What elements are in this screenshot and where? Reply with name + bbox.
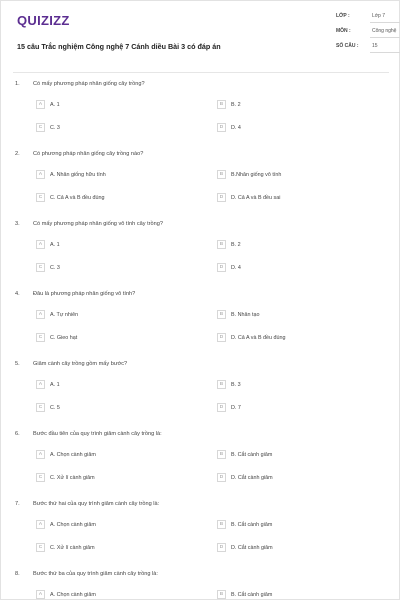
option-text: D. 4 — [231, 124, 241, 131]
option-letter-box[interactable]: A — [36, 590, 45, 599]
option-text: B. Cắt cành giâm — [231, 451, 273, 458]
question-number: 7. — [15, 501, 20, 507]
option-text: D. 7 — [231, 404, 241, 411]
answer-option-d[interactable] — [217, 543, 387, 553]
answer-option-c[interactable] — [36, 123, 206, 133]
option-letter-box[interactable]: D — [217, 543, 226, 552]
header-divider — [13, 72, 389, 73]
answer-option-a[interactable] — [36, 170, 206, 180]
option-letter-box[interactable]: A — [36, 450, 45, 459]
option-text: C. 3 — [50, 264, 60, 271]
answer-option-b[interactable] — [217, 100, 387, 110]
option-text: A. Chọn cành giâm — [50, 521, 96, 528]
option-text: A. 1 — [50, 101, 60, 108]
answer-option-a[interactable] — [36, 240, 206, 250]
meta-label: MÔN : — [336, 28, 351, 34]
question-text: Bước thứ hai của quy trình giâm cành cây trồng là: — [33, 501, 160, 507]
answer-option-c[interactable] — [36, 403, 206, 413]
quizizz-logo[interactable]: QUIZIZZ — [17, 13, 70, 28]
option-text: B. Cắt cành giâm — [231, 591, 273, 598]
option-text: B.Nhân giống vô tính — [231, 171, 282, 178]
option-text: A. Chọn cành giâm — [50, 451, 96, 458]
answer-option-c[interactable] — [36, 263, 206, 273]
option-letter-box[interactable]: A — [36, 240, 45, 249]
question-text: Bước đầu tiên của quy trình giâm cành cây trồng là: — [33, 431, 162, 437]
answer-option-c[interactable] — [36, 473, 206, 483]
option-text: C. Xử lí cành giâm — [50, 544, 95, 551]
answer-option-a[interactable] — [36, 590, 206, 600]
meta-underline — [370, 37, 400, 38]
option-letter-box[interactable]: D — [217, 123, 226, 132]
option-letter-box[interactable]: C — [36, 473, 45, 482]
option-text: D. Cắt cành giâm — [231, 544, 273, 551]
answer-option-d[interactable] — [217, 333, 387, 343]
meta-row-class — [318, 11, 400, 25]
answer-option-b[interactable] — [217, 240, 387, 250]
answer-option-b[interactable] — [217, 310, 387, 320]
meta-panel — [318, 9, 400, 67]
worksheet-header — [17, 9, 397, 67]
answer-option-a[interactable] — [36, 380, 206, 390]
answer-option-d[interactable] — [217, 263, 387, 273]
option-letter-box[interactable]: B — [217, 240, 226, 249]
question-text: Bước thứ ba của quy trình giâm cành cây trồng là: — [33, 571, 158, 577]
meta-value: 15 — [372, 43, 378, 49]
option-text: B. 2 — [231, 101, 241, 108]
option-text: D. Cả A và B đều đúng — [231, 334, 286, 341]
question-number: 6. — [15, 431, 20, 437]
option-text: B. Cắt cành giâm — [231, 521, 273, 528]
answer-option-b[interactable] — [217, 170, 387, 180]
option-letter-box[interactable]: A — [36, 100, 45, 109]
answer-option-b[interactable] — [217, 380, 387, 390]
option-text: B. Nhân tạo — [231, 311, 260, 318]
question-text: Có phương pháp nhân giống cây trồng nào? — [33, 151, 144, 157]
meta-value: Công nghệ — [372, 28, 397, 34]
option-letter-box[interactable]: A — [36, 310, 45, 319]
option-text: B. 3 — [231, 381, 241, 388]
meta-underline — [370, 52, 400, 53]
option-letter-box[interactable]: D — [217, 473, 226, 482]
meta-row-subject — [318, 26, 400, 40]
option-text: A. 1 — [50, 241, 60, 248]
option-text: C. Cả A và B đều đúng — [50, 194, 105, 201]
option-letter-box[interactable]: B — [217, 380, 226, 389]
answer-option-d[interactable] — [217, 123, 387, 133]
option-text: C. 5 — [50, 404, 60, 411]
answer-option-a[interactable] — [36, 450, 206, 460]
option-text: B. 2 — [231, 241, 241, 248]
meta-row-count — [318, 41, 400, 55]
option-text: C. Gieo hạt — [50, 334, 78, 341]
option-letter-box[interactable]: C — [36, 333, 45, 342]
answer-option-c[interactable] — [36, 193, 206, 203]
page-title: 15 câu Trắc nghiệm Công nghệ 7 Cánh diều Bài 3 có đáp án — [17, 42, 221, 51]
question-number: 2. — [15, 151, 20, 157]
option-letter-box[interactable]: D — [217, 403, 226, 412]
question-number: 1. — [15, 81, 20, 87]
answer-option-a[interactable] — [36, 310, 206, 320]
option-letter-box[interactable]: B — [217, 590, 226, 599]
option-letter-box[interactable]: C — [36, 123, 45, 132]
option-letter-box[interactable]: A — [36, 520, 45, 529]
answer-option-d[interactable] — [217, 193, 387, 203]
option-letter-box[interactable]: D — [217, 263, 226, 272]
answer-option-a[interactable] — [36, 100, 206, 110]
option-text: D. Cả A và B đều sai — [231, 194, 281, 201]
option-text: A. Chọn cành giâm — [50, 591, 96, 598]
meta-label: LỚP : — [336, 13, 350, 19]
question-text: Đâu là phương pháp nhân giống vô tính? — [33, 291, 136, 297]
answer-option-d[interactable] — [217, 473, 387, 483]
option-text: C. 3 — [50, 124, 60, 131]
option-text: A. Tự nhiên — [50, 311, 79, 318]
option-letter-box[interactable]: B — [217, 310, 226, 319]
option-text: A. 1 — [50, 381, 60, 388]
question-number: 8. — [15, 571, 20, 577]
meta-value: Lớp 7 — [372, 13, 386, 19]
answer-option-d[interactable] — [217, 403, 387, 413]
option-letter-box[interactable]: D — [217, 193, 226, 202]
option-letter-box[interactable]: D — [217, 333, 226, 342]
option-text: D. 4 — [231, 264, 241, 271]
option-letter-box[interactable]: B — [217, 520, 226, 529]
option-letter-box[interactable]: A — [36, 170, 45, 179]
question-number: 3. — [15, 221, 20, 227]
option-letter-box[interactable]: B — [217, 450, 226, 459]
option-text: C. Xử lí cành giâm — [50, 474, 95, 481]
question-text: Có mấy phương pháp nhân giống cây trồng? — [33, 81, 145, 87]
question-text: Giâm cành cây trồng gồm mấy bước? — [33, 361, 128, 367]
meta-label: SỐ CÂU : — [336, 43, 359, 49]
answer-option-b[interactable] — [217, 590, 387, 600]
question-text: Có mấy phương pháp nhân giống vô tính cây trồng? — [33, 221, 163, 227]
answer-option-a[interactable] — [36, 520, 206, 530]
option-letter-box[interactable]: C — [36, 403, 45, 412]
option-text: A. Nhân giống hữu tính — [50, 171, 106, 178]
option-letter-box[interactable]: B — [217, 100, 226, 109]
meta-underline — [370, 22, 400, 23]
option-letter-box[interactable]: C — [36, 263, 45, 272]
answer-option-c[interactable] — [36, 543, 206, 553]
answer-option-b[interactable] — [217, 520, 387, 530]
option-text: D. Cắt cành giâm — [231, 474, 273, 481]
question-number: 5. — [15, 361, 20, 367]
answer-option-b[interactable] — [217, 450, 387, 460]
option-letter-box[interactable]: A — [36, 380, 45, 389]
option-letter-box[interactable]: C — [36, 543, 45, 552]
option-letter-box[interactable]: B — [217, 170, 226, 179]
question-number: 4. — [15, 291, 20, 297]
answer-option-c[interactable] — [36, 333, 206, 343]
option-letter-box[interactable]: C — [36, 193, 45, 202]
